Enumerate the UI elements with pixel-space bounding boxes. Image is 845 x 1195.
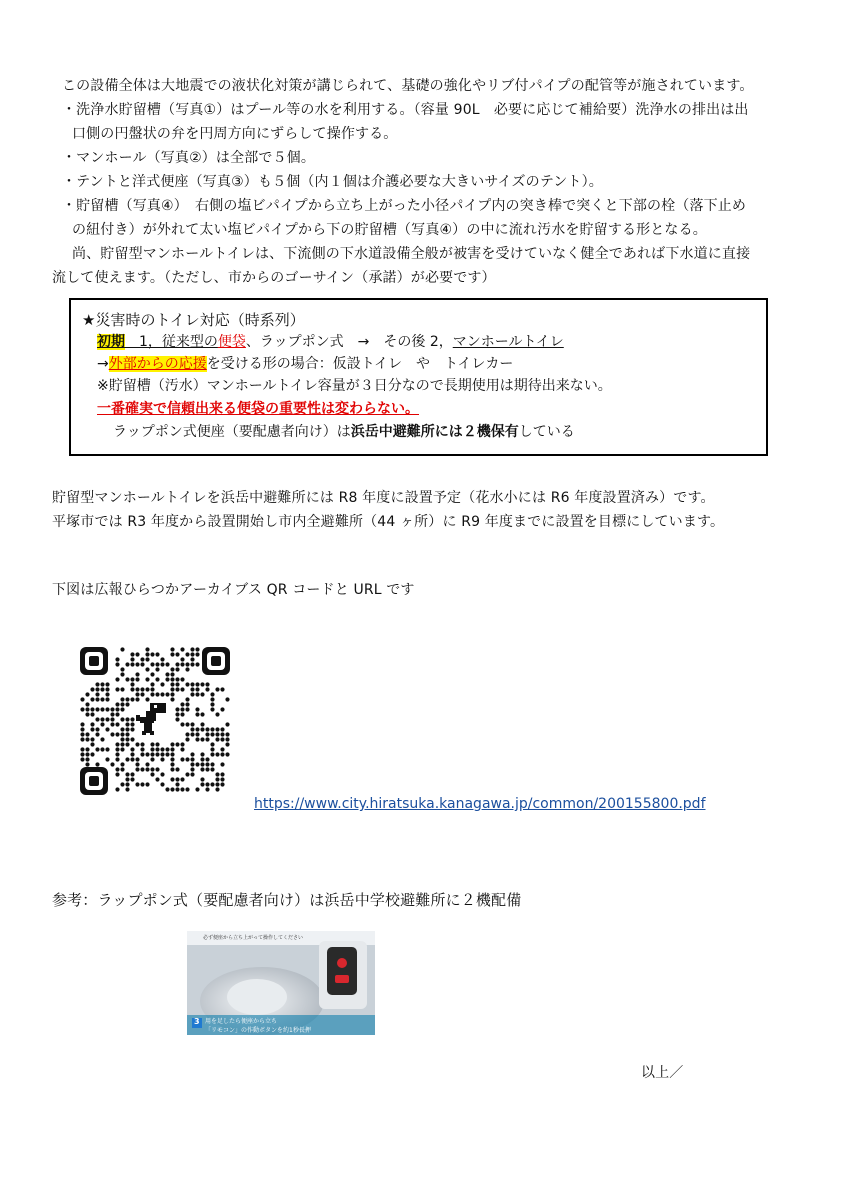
initial-label: 初期 xyxy=(97,334,125,350)
intro-line-1: この設備全体は大地震での液状化対策が講じられて、基礎の強化やリブ付パイプの配管等が施されています。 xyxy=(62,78,754,94)
photo-step-line-2: 「リモコン」の作動ボタンを約1秒長押 xyxy=(205,1027,311,1034)
box-row-capacity: ※貯留槽（汚水）マンホールトイレ容量が３日分なので長期使用は期待出来ない。 xyxy=(97,378,612,394)
photo-top-caption: 必ず便座から立ち上がって操作してください xyxy=(203,935,304,941)
note-paragraph-line-1: 尚、貯留型マンホールトイレは、下流側の下水道設備全般が被害を受けていなく健全であれば下水道に直接 xyxy=(72,246,751,262)
row1-bag: 便袋 xyxy=(217,334,246,350)
disaster-toilet-box xyxy=(69,298,768,456)
box-row-support xyxy=(97,354,513,374)
bullet-tent: ・テントと洋式便座（写真③）も５個（内１個は介護必要な大きいサイズのテント）。 xyxy=(62,174,603,190)
arrow-text: → xyxy=(97,356,109,372)
plan-line-2: 平塚市では R3 年度から設置開始し市内全避難所（44 ヶ所）に R9 年度までに設置を目標にしています。 xyxy=(52,514,725,530)
row5-text-a: ラップポン式便座（要配慮者向け）は xyxy=(113,424,351,440)
external-support: 外部からの応援 xyxy=(108,356,207,372)
qr-caption: 下図は広報ひらつかアーカイブス QR コードと URL です xyxy=(52,582,415,598)
qr-code xyxy=(80,647,230,795)
bullet-flush-tank-line-1: ・洗浄水貯留槽（写真①）はプール等の水を利用する。（容量 90L 必要に応じて補給要）洗浄水の排出は出 xyxy=(62,102,749,118)
bullet-storage-line-1: ・貯留槽（写真④） 右側の塩ビパイプから立ち上がった小径パイプ内の突き棒で突くと下部の栓（落下止め xyxy=(62,198,747,214)
row1-manhole: マンホールトイレ xyxy=(452,334,564,350)
bullet-storage-line-2: の紐付き）が外れて太い塩ビパイプから下の貯留槽（写真④）の中に流れ汚水を貯留する形となる。 xyxy=(72,222,707,238)
photo-step-number: 3 xyxy=(194,1017,200,1026)
bullet-manhole: ・マンホール（写真②）は全部で５個。 xyxy=(62,150,315,166)
row1-text-a: 1，従来型の xyxy=(125,334,218,350)
archive-url-link[interactable]: https://www.city.hiratsuka.kanagawa.jp/common/200155800.pdf xyxy=(254,796,706,812)
plan-line-1: 貯留型マンホールトイレを浜岳中避難所には R8 年度に設置予定（花水小には R6 年度設置済み）です。 xyxy=(52,490,715,506)
row1-text-b: 、ラップポン式 → その後 2， xyxy=(245,334,453,350)
photo-step-line-1: 用を足したら便座から立ち xyxy=(205,1018,278,1025)
note-paragraph-line-2: 流して使えます。（ただし、市からのゴーサイン（承諾）が必要です） xyxy=(52,270,496,286)
reference-line: 参考：ラップポン式（要配慮者向け）は浜岳中学校避難所に２機配備 xyxy=(52,891,522,909)
row5-bold: 浜岳中避難所には２機保有 xyxy=(350,424,519,440)
box-row-wrappon xyxy=(113,422,575,442)
box-row-initial xyxy=(97,332,564,352)
box-title: ★災害時のトイレ対応（時系列） xyxy=(82,311,305,329)
box-row-important: 一番確実で信頼出来る便袋の重要性は変わらない。 xyxy=(97,401,419,417)
row2-text: を受ける形の場合：仮設トイレ や トイレカー xyxy=(206,356,514,372)
row5-text-c: している xyxy=(518,424,575,440)
bullet-flush-tank-line-2: 口側の円盤状の弁を円周方向にずらして操作する。 xyxy=(72,126,398,142)
closing-text: 以上／ xyxy=(641,1065,684,1081)
wrappon-photo xyxy=(187,931,375,1035)
